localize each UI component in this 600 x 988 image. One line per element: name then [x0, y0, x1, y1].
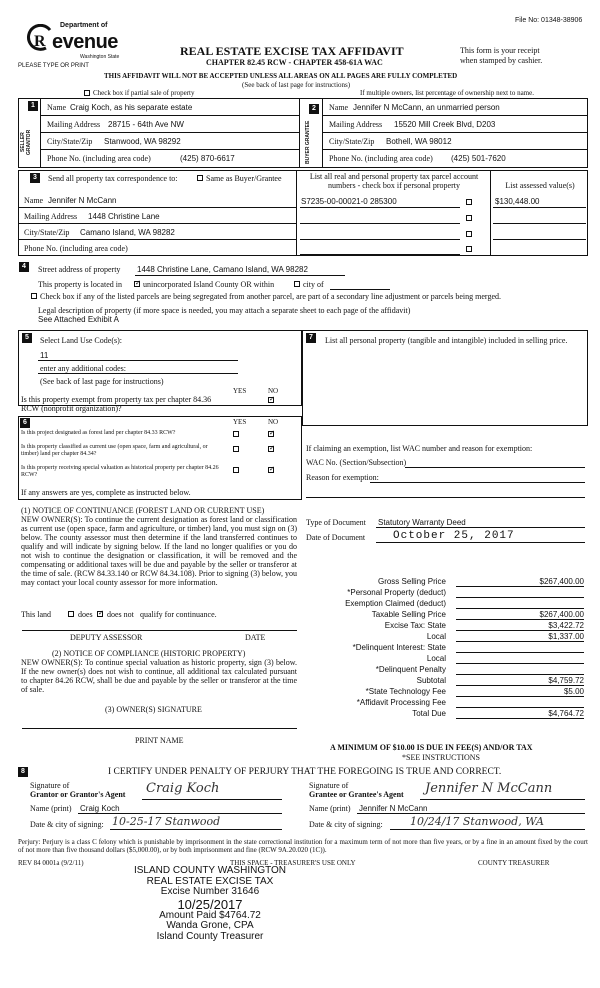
receipt-2: when stamped by cashier.: [460, 56, 543, 65]
s6-no: NO: [268, 418, 279, 426]
tax-row-value[interactable]: $267,400.00: [456, 577, 584, 587]
grantor-name[interactable]: Craig Koch: [80, 804, 120, 813]
personal-property-checkbox-4[interactable]: [466, 246, 472, 252]
compliance-body: NEW OWNER(S): To continue special valuation as historic property, sign (3) below. If the new owner(s) does not wish to continue, all additional tax calculated pursuant to chapter 84.26 RCW, shall be due and payable by the seller or transferor at the time of sale.: [21, 658, 297, 694]
county-treasurer: COUNTY TREASURER: [478, 859, 550, 867]
legal-desc-label: Legal description of property (if more space is needed, you may attach a separate sheet to each page of the affidavit): [38, 306, 411, 315]
perjury-notice: Perjury: Perjury is a class C felony which is punishable by imprisonment in the state correctional institution for a maximum term of not more than five years, or by a fine in an amount fixed by the court of not more than five thousand dollars ($5,000.00), or by both imprisonment and fine (RCW 9A.20.020 (1C)).: [18, 838, 588, 854]
tax-row-label: *Personal Property (deduct): [347, 588, 446, 597]
grantor-name-label: Name (print): [30, 804, 72, 813]
historic-question: Is this property receiving special valuation as historical property per chapter 84.26 RCW?: [21, 465, 219, 478]
multiple-owners: If multiple owners, list percentage of ownership next to name.: [360, 89, 534, 97]
tax-row-label: Subtotal: [416, 676, 446, 685]
grantee-name-label: Name (print): [309, 804, 351, 813]
wac-label: WAC No. (Section/Subsection): [306, 458, 407, 467]
tax-row-label: Total Due: [412, 709, 446, 718]
assessed-value-1[interactable]: $130,448.00: [495, 197, 540, 206]
personal-property-label: List all personal property (tangible and intangible) included in selling price.: [325, 336, 568, 345]
buyer-phone[interactable]: (425) 501-7620: [451, 154, 506, 163]
s3-name[interactable]: Jennifer N McCann: [48, 196, 117, 205]
tax-row: [306, 687, 586, 698]
tax-row: [306, 654, 586, 665]
grantor-sig-label: Signature of: [30, 781, 70, 790]
buyer-city[interactable]: Bothell, WA 98012: [386, 137, 452, 146]
dept-line: Department of: [60, 22, 108, 29]
grantee-date-city[interactable]: 10/24/17 Stanwood, WA: [410, 815, 544, 828]
historic-yes-checkbox[interactable]: [233, 467, 239, 473]
street-label: Street address of property: [38, 265, 121, 274]
city-checkbox[interactable]: [294, 281, 300, 287]
legal-desc[interactable]: See Attached Exhibit A: [38, 315, 119, 324]
buyer-addr-label: Mailing Address: [329, 120, 383, 129]
tax-row-value[interactable]: [456, 665, 584, 675]
section-7-badge: 7: [306, 333, 316, 343]
see-instructions: *SEE INSTRUCTIONS: [402, 753, 481, 762]
tax-row-label: *Affidavit Processing Fee: [356, 698, 446, 707]
treasurer-only: THIS SPACE - TREASURER'S USE ONLY: [230, 859, 356, 867]
buyer-side-label: BUYER GRANTEE: [305, 120, 311, 164]
this-land-label: This land: [21, 610, 51, 619]
tax-row-value[interactable]: [456, 654, 584, 664]
forest-question: Is this project designated as forest land per chapter 84.33 RCW?: [21, 430, 176, 436]
seller-phone-label: Phone No. (including area code): [47, 154, 151, 163]
tax-row-label: Taxable Selling Price: [371, 610, 446, 619]
exempt-question: Is this property exempt from property tax per chapter 84.36 RCW (nonprofit organization)?: [21, 395, 212, 413]
tax-row: [306, 643, 586, 654]
unincorporated-checkbox[interactable]: ✓: [135, 279, 141, 287]
segregated-label: Check box if any of the listed parcels are being segregated from another parcel, are part of a secondary line adjustment or parcels being merged.: [40, 292, 501, 301]
s6-yes: YES: [233, 418, 247, 426]
tax-row-value[interactable]: $5.00: [456, 687, 584, 697]
does-label: does: [78, 610, 93, 619]
stamp-line-6: Wanda Grone, CPA: [166, 920, 254, 931]
additional-codes-label: enter any additional codes:: [40, 364, 126, 373]
located-label: This property is located in: [38, 280, 122, 289]
parcel-number-1[interactable]: S7235-00-00021-0 285300: [301, 197, 397, 206]
land-does-checkbox[interactable]: [68, 611, 74, 617]
section-1-badge: 1: [28, 101, 38, 111]
land-does-not-checkbox[interactable]: ✓: [98, 609, 104, 617]
section-3-badge: 3: [30, 173, 40, 183]
please-type: PLEASE TYPE OR PRINT: [18, 63, 89, 69]
forest-no-checkbox[interactable]: ✓: [269, 429, 275, 437]
street-address[interactable]: 1448 Christine Lane, Camano Island, WA 98282: [137, 265, 308, 274]
tax-row-label: *Delinquent Interest: State: [352, 643, 446, 652]
current-use-yes-checkbox[interactable]: [233, 446, 239, 452]
historic-no-checkbox[interactable]: ✓: [269, 465, 275, 473]
tax-row-value[interactable]: [456, 698, 584, 708]
doc-date[interactable]: October 25, 2017: [393, 530, 515, 542]
section-2-badge: 2: [309, 104, 319, 114]
chapter-line: CHAPTER 82.45 RCW - CHAPTER 458-61A WAC: [206, 58, 383, 67]
unincorporated-label: unincorporated Island County OR within: [143, 280, 275, 289]
owner-signature-label: (3) OWNER(S) SIGNATURE: [105, 705, 202, 714]
rev-number: REV 84 0001a (9/2/11): [18, 859, 84, 867]
notice-line: THIS AFFIDAVIT WILL NOT BE ACCEPTED UNLESS ALL AREAS ON ALL PAGES ARE FULLY COMPLETED: [104, 72, 458, 80]
tax-row-value[interactable]: $4,764.72: [456, 709, 584, 719]
stamp-line-5: Amount Paid $4764.72: [159, 909, 261, 921]
s3-addr-label: Mailing Address: [24, 212, 78, 221]
seller-city[interactable]: Stanwood, WA 98292: [104, 137, 181, 146]
seller-phone[interactable]: (425) 870-6617: [180, 154, 235, 163]
seller-addr[interactable]: 28715 - 64th Ave NW: [108, 120, 184, 129]
tax-row: [306, 632, 586, 643]
tax-row-label: Excise Tax: State: [384, 621, 446, 630]
city-of-label: city of: [303, 280, 324, 289]
land-use-code[interactable]: 11: [40, 351, 49, 360]
s5-yes: YES: [233, 387, 247, 395]
personal-property-checkbox-2[interactable]: [466, 215, 472, 221]
segregated-checkbox[interactable]: [31, 293, 37, 299]
tax-row-value[interactable]: $1,337.00: [456, 632, 584, 642]
doc-date-label: Date of Document: [306, 533, 366, 542]
seller-addr-label: Mailing Address: [47, 120, 101, 129]
continuance-body: NEW OWNER(S): To continue the current designation as forest land or classification as current use (open space, farm and agriculture, or timber) land, you must sign on (3) below. The county assessor must then determine if the land transferred continues to qualify and will indicate by signing below. If the land no longer qualifies or you do not wish to continue the designation or classification, it will be removed and the compensating or additional taxes will be due and payable by the seller or transferor at the time of sale. (RCW 84.33.140 or RCW 84.34.108). Prior to signing (3) below, you may contact your local county assessor for more information.: [21, 515, 297, 587]
section-8-badge: 8: [18, 767, 28, 777]
assessed-value-header: List assessed value(s): [505, 181, 575, 190]
grantee-agent-label: Grantee or Grantee's Agent: [309, 790, 404, 799]
personal-property-checkbox-3[interactable]: [466, 231, 472, 237]
parcel-header-2: numbers - check box if personal property: [328, 181, 460, 190]
s5-see-back: (See back of last page for instructions): [40, 377, 164, 386]
minimum-due: A MINIMUM OF $10.00 IS DUE IN FEE(S) AND/OR TAX: [330, 743, 533, 752]
section-5-badge: 5: [22, 333, 32, 343]
parcel-header-1: List all real and personal property tax parcel account: [309, 172, 479, 181]
doc-type-label: Type of Document: [306, 518, 366, 527]
buyer-addr[interactable]: 15520 Mill Creek Blvd, D203: [394, 120, 496, 129]
same-as-buyer-label: Same as Buyer/Grantee: [206, 174, 282, 183]
s3-city-label: City/State/Zip: [24, 228, 70, 237]
send-correspondence-label: Send all property tax correspondence to:: [48, 174, 178, 183]
stamp-line-4: 10/25/2017: [177, 896, 243, 912]
s3-addr[interactable]: 1448 Christine Lane: [88, 212, 160, 221]
exemption-label: If claiming an exemption, list WAC number and reason for exemption:: [306, 444, 533, 453]
stamp-line-2: REAL ESTATE EXCISE TAX: [146, 875, 274, 887]
grantee-signature[interactable]: Jennifer N McCann: [425, 781, 553, 796]
tax-row-label: *Delinquent Penalty: [375, 665, 446, 674]
dept-state: Washington State: [80, 54, 120, 60]
tax-row-label: Exemption Claimed (deduct): [345, 599, 446, 608]
seller-name-label: Name: [47, 103, 67, 112]
tax-row-value[interactable]: $4,759.72: [456, 676, 584, 686]
tax-row: [306, 610, 586, 621]
partial-sale-label: Check box if partial sale of property: [93, 89, 195, 97]
s3-phone-label: Phone No. (including area code): [24, 244, 128, 253]
revenue-r-icon: [26, 24, 54, 52]
tax-row-value[interactable]: [456, 643, 584, 653]
grantor-agent-label: Grantor or Grantor's Agent: [30, 790, 126, 799]
partial-sale-checkbox[interactable]: [84, 90, 90, 96]
buyer-phone-label: Phone No. (including area code): [329, 154, 433, 163]
buyer-name-label: Name: [329, 103, 349, 112]
tax-row: [306, 588, 586, 599]
buyer-name[interactable]: Jennifer N McCann, an unmarried person: [353, 103, 500, 112]
see-back: (See back of last page for instructions): [242, 81, 351, 89]
personal-property-checkbox-1[interactable]: [466, 199, 472, 205]
current-use-no-checkbox[interactable]: ✓: [269, 444, 275, 452]
same-as-buyer-checkbox[interactable]: [197, 175, 203, 181]
tax-row-value[interactable]: [456, 599, 584, 609]
file-number: File No: 01348-38906: [515, 17, 583, 24]
tax-row: [306, 676, 586, 687]
forest-yes-checkbox[interactable]: [233, 431, 239, 437]
tax-row-value[interactable]: [456, 588, 584, 598]
svg-text:R: R: [34, 33, 46, 50]
tax-row-label: Local: [426, 632, 446, 641]
grantor-date-label: Date & city of signing:: [30, 820, 104, 829]
tax-calculation: [306, 577, 586, 720]
tax-row: [306, 621, 586, 632]
receipt-1: This form is your receipt: [460, 46, 540, 55]
doc-type[interactable]: Statutory Warranty Deed: [378, 518, 466, 527]
grantee-name[interactable]: Jennifer N McCann: [359, 804, 428, 813]
tax-row: [306, 709, 586, 720]
dept-logo-text: evenue: [52, 31, 118, 53]
stamp-line-3: Excise Number 31646: [160, 886, 260, 897]
seller-side-label: SELLER GRANTOR: [20, 129, 32, 155]
stamp-line-7: Island County Treasurer: [156, 930, 264, 942]
compliance-title: (2) NOTICE OF COMPLIANCE (HISTORIC PROPERTY): [52, 649, 246, 658]
current-use-question: Is this property classified as current use (open space, farm and agricultural, or timber) land per chapter 84.34?: [21, 444, 208, 457]
certify-statement: I CERTIFY UNDER PENALTY OF PERJURY THAT THE FOREGOING IS TRUE AND CORRECT.: [108, 767, 502, 777]
s5-no: NO: [268, 387, 279, 395]
grantee-sig-label: Signature of: [309, 781, 349, 790]
treasurer-stamp: [130, 866, 290, 942]
s3-name-label: Name: [24, 196, 44, 205]
tax-row-value[interactable]: $3,422.72: [456, 621, 584, 631]
continuance-title: (1) NOTICE OF CONTINUANCE (FOREST LAND OR CURRENT USE): [21, 506, 265, 515]
qualify-label: qualify for continuance.: [140, 610, 217, 619]
section-6-badge: 6: [20, 418, 30, 428]
grantor-date-city[interactable]: 10-25-17 Stanwood: [112, 815, 221, 828]
does-not-label: does not: [107, 610, 134, 619]
tax-row: [306, 599, 586, 610]
stamp-line-1: ISLAND COUNTY WASHINGTON: [133, 865, 287, 876]
seller-name[interactable]: Craig Koch, as his separate estate: [70, 103, 193, 112]
tax-row-value[interactable]: $267,400.00: [456, 610, 584, 620]
date-label: DATE: [245, 633, 266, 642]
grantor-signature[interactable]: Craig Koch: [146, 781, 220, 796]
land-use-label: Select Land Use Code(s):: [40, 336, 122, 345]
exempt-no-checkbox[interactable]: ✓: [269, 395, 275, 403]
if-yes-note: If any answers are yes, complete as instructed below.: [21, 488, 191, 497]
tax-row-label: *State Technology Fee: [365, 687, 446, 696]
tax-row-label: Local: [426, 654, 446, 663]
tax-row: [306, 698, 586, 709]
grantee-date-label: Date & city of signing:: [309, 820, 383, 829]
tax-row-label: Gross Selling Price: [377, 577, 446, 586]
buyer-city-label: City/State/Zip: [329, 137, 375, 146]
seller-city-label: City/State/Zip: [47, 137, 93, 146]
tax-row: [306, 577, 586, 588]
reason-label: Reason for exemption:: [306, 473, 379, 482]
form-title: REAL ESTATE EXCISE TAX AFFIDAVIT: [180, 44, 404, 58]
s3-city[interactable]: Camano Island, WA 98282: [80, 228, 175, 237]
section-4-badge: 4: [19, 262, 29, 272]
tax-row: [306, 665, 586, 676]
deputy-assessor-label: DEPUTY ASSESSOR: [70, 633, 143, 642]
print-name-label: PRINT NAME: [135, 736, 184, 745]
